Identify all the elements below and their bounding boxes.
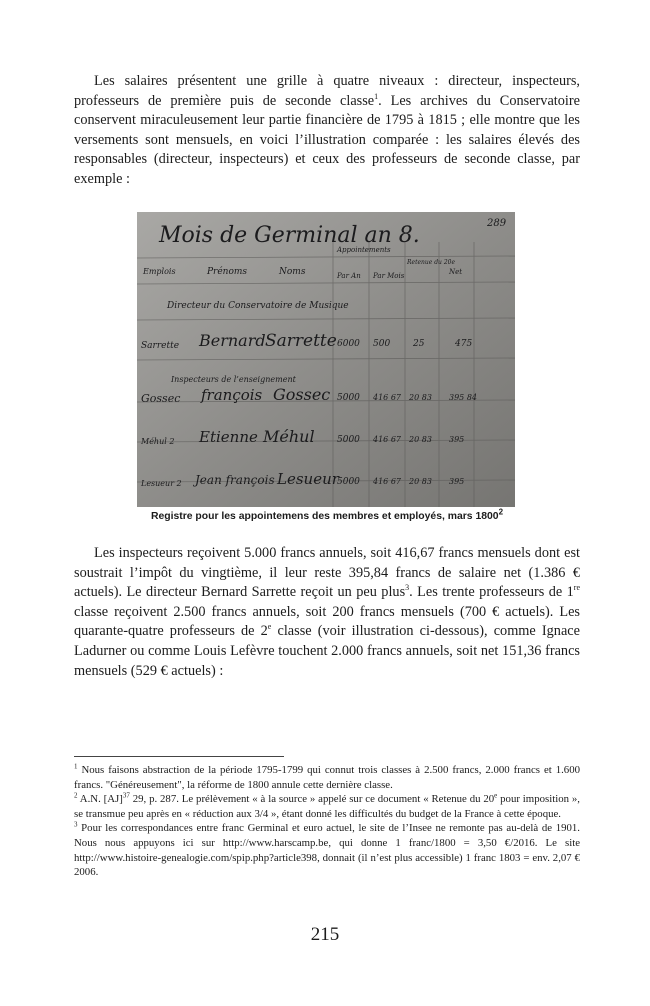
row-1-prenom: Bernard — [199, 331, 266, 350]
row-3-emploi: Méhul 2 — [141, 437, 175, 446]
col-par-mois: Par Mois — [373, 272, 405, 280]
paragraph-salaries-text-3: classe reçoivent 2.500 francs annuels, soit 200 francs mensuels (700 € actuels). Les quarante-quatre professeurs de 2 — [74, 603, 580, 640]
row-1-mois: 500 — [373, 339, 391, 349]
footnote-3 — [74, 821, 580, 879]
section-directeur: Directeur du Conservatoire de Musique — [167, 301, 349, 311]
footnote-separator — [74, 756, 284, 757]
row-1-ret: 25 — [413, 339, 425, 349]
superscript-e: e — [267, 622, 272, 632]
footnote-2-number: 2 — [74, 791, 78, 800]
footnotes — [74, 763, 580, 880]
row-1-net: 475 — [455, 339, 473, 349]
paragraph-intro-text-b: . Les archives du Conservatoire conservent miraculeusement leur partie financière de 1795 à 1815 ; elle montre que les versements sont mensuels, en voici l’illustration comparée : les salaires élevés des responsables (directeur, inspecteurs) et ceux des professeurs de seconde classe, par exemple : — [74, 92, 580, 187]
row-3-mois: 416 67 — [373, 435, 401, 444]
col-retenue: Retenue du 20e — [407, 259, 456, 266]
paragraph-salaries-text-4: classe (voir illustration ci-dessous), comme Ignace Ladurner ou comme Louis Lefèvre touchent 2.000 francs annuels, soit net 151,36 francs mensuels (529 € actuels) : — [74, 623, 580, 679]
register-page-mark: 289 — [487, 218, 507, 229]
paragraph-intro-text-a: Les salaires présentent une grille à quatre niveaux : directeur, inspecteurs, professeurs de première puis de seconde classe — [74, 73, 580, 109]
col-net: Net — [449, 268, 463, 276]
footnote-2-sup: 37 — [122, 791, 130, 800]
row-3-nom: Méhul — [263, 427, 315, 446]
row-2-nom: Gossec — [273, 385, 331, 404]
section-inspecteurs: Inspecteurs de l’enseignement — [171, 375, 296, 384]
col-par-an: Par An — [337, 272, 361, 280]
footnote-1-number: 1 — [74, 762, 78, 771]
row-3-prenom: Etienne — [199, 428, 258, 446]
footnote-2-text-c: pour imposition », se transmue peu après en « réduction aux 3/4 », étant donné les difficultés du budget de la France à cette époque. — [74, 793, 580, 820]
row-2-an: 5000 — [337, 393, 360, 403]
row-1-an: 6000 — [337, 339, 360, 349]
row-3-ret: 20 83 — [409, 435, 432, 444]
footnote-ref-1[interactable]: 1 — [374, 91, 379, 101]
row-2-prenom: françois — [201, 386, 263, 404]
col-prenoms: Prénoms — [207, 267, 248, 277]
page-number: 215 — [310, 924, 340, 945]
register-title: Mois de Germinal an 8. — [159, 223, 420, 248]
row-1-emploi: Sarrette — [141, 341, 180, 351]
footnote-3-number: 3 — [74, 820, 78, 829]
paragraph-salaries-text-1: Les inspecteurs reçoivent 5.000 francs annuels, soit 416,67 francs mensuels dont est soustrait l’impôt du vingtième, il leur reste 395,84 francs de salaire net (1.386 € actuels). Le directeur Bernard Sarrette reçoit un peu plus — [74, 545, 580, 601]
footnote-2-text-a: A.N. [AJ] — [77, 793, 123, 806]
footnote-2-sup2: e — [494, 791, 498, 800]
row-2-mois: 416 67 — [373, 393, 401, 402]
paragraph-salaries-text-2: . Les trente professeurs de 1 — [409, 584, 574, 601]
row-4-prenom: Jean françois — [195, 473, 275, 487]
row-2-ret: 20 83 — [409, 393, 432, 402]
footnote-ref-3[interactable]: 3 — [405, 583, 410, 593]
row-4-ret: 20 83 — [409, 477, 432, 486]
col-appointements: Appointements — [337, 246, 391, 254]
row-4-mois: 416 67 — [373, 477, 401, 486]
col-noms: Noms — [279, 267, 306, 277]
row-4-nom: Lesueur — [277, 470, 339, 488]
row-4-emploi: Lesueur 2 — [141, 479, 182, 488]
footnote-1 — [74, 763, 580, 792]
row-3-an: 5000 — [337, 435, 360, 445]
footnote-2 — [74, 792, 580, 821]
footnote-ref-2[interactable]: 2 — [498, 507, 504, 517]
superscript-re: re — [573, 583, 581, 593]
register-photo — [137, 212, 515, 507]
row-4-an: 5000 — [337, 477, 360, 487]
row-2-emploi: Gossec — [141, 392, 181, 405]
footnote-1-text: Nous faisons abstraction de la période 1795-1799 qui connut trois classes à 2.500 francs, 2.000 francs et 1.600 francs. "Généreusement", la réforme de 1800 annule cette dernière classe. — [74, 764, 580, 791]
row-2-net: 395 84 — [449, 393, 477, 402]
footnote-2-text-b: 29, p. 287. Le prélèvement « à la source » appelé sur ce document « Retenue du 20 — [129, 793, 495, 806]
row-4-net: 395 — [449, 477, 465, 486]
paragraph-salaries — [74, 544, 580, 681]
figure-caption — [74, 507, 580, 522]
row-1-nom: Sarrette — [265, 331, 337, 351]
paragraph-intro — [74, 72, 580, 190]
figure-caption-text: Registre pour les appointemens des membres et employés, mars 1800 — [150, 511, 499, 522]
col-emploi: Emplois — [143, 267, 176, 276]
footnote-3-text: Pour les correspondances entre franc Germinal et euro actuel, le site de l’Insee ne remonte pas au-delà de 1901. Nous nous appuyons ici sur http://www.harscamp.be, qui donne 1 franc/1800 = 3,50 €/2016. Le site http://www.histoire-genealogie.com/spip.php?article398, donnait (il n’est plus accessible) 1 franc 1803 = env. 2,07 € 2006. — [74, 822, 580, 879]
row-3-net: 395 — [449, 435, 465, 444]
